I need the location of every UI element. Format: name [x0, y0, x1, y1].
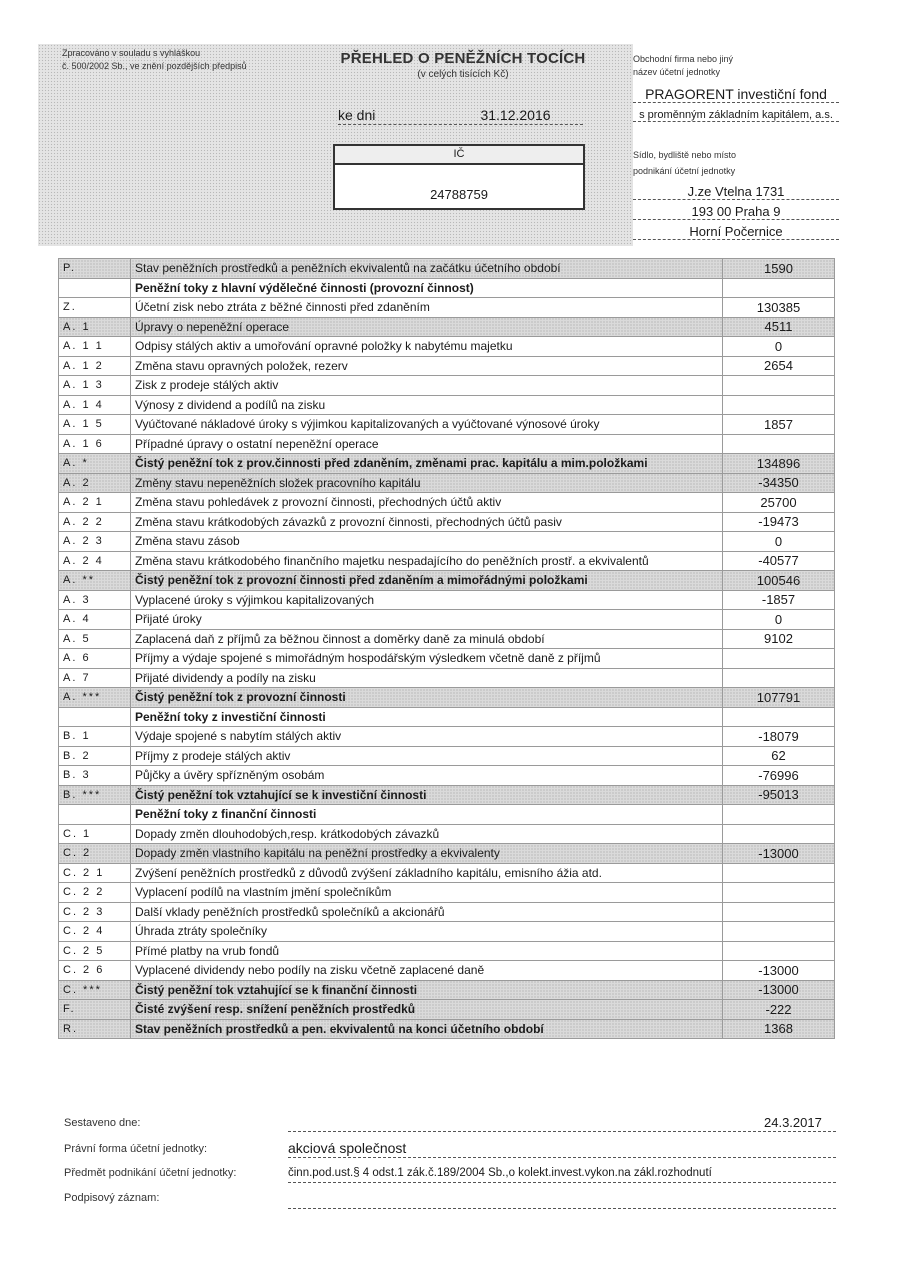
- row-value: -76996: [723, 766, 835, 786]
- table-row: [59, 688, 835, 708]
- row-value: -1857: [723, 590, 835, 610]
- row-code: C. ***: [59, 980, 131, 1000]
- row-value: 25700: [723, 493, 835, 513]
- row-code: A. 2 3: [59, 532, 131, 552]
- row-description: Zisk z prodeje stálých aktiv: [131, 376, 723, 396]
- row-description: Zvýšení peněžních prostředků z důvodů zvýšení základního kapitálu, emisního ážia atd.: [131, 863, 723, 883]
- row-value: 4511: [723, 317, 835, 337]
- row-description: Čisté zvýšení resp. snížení peněžních prostředků: [131, 1000, 723, 1020]
- row-code: A. 2 1: [59, 493, 131, 513]
- row-description: Peněžní toky z investiční činnosti: [131, 707, 723, 727]
- seat-label-line1: Sídlo, bydliště nebo místo: [633, 150, 737, 160]
- firm-name-line1: PRAGORENT investiční fond: [633, 86, 839, 103]
- row-description: Změna stavu krátkodobých závazků z provozní činnosti, přechodných účtů pasiv: [131, 512, 723, 532]
- regulation-note-line1: Zpracováno v souladu s vyhláškou: [62, 48, 201, 58]
- legal-form-value: akciová společnost: [288, 1140, 407, 1156]
- table-row: [59, 766, 835, 786]
- row-description: Změny stavu nepeněžních složek pracovního kapitálu: [131, 473, 723, 493]
- row-value: [723, 902, 835, 922]
- business-label: Předmět podnikání účetní jednotky:: [64, 1167, 237, 1179]
- row-code: Z.: [59, 298, 131, 318]
- row-code: A. *: [59, 454, 131, 474]
- ic-value: 24788759: [430, 187, 488, 202]
- row-value: -40577: [723, 551, 835, 571]
- table-row: [59, 980, 835, 1000]
- row-code: A. 1 3: [59, 376, 131, 396]
- row-value: 1368: [723, 1019, 835, 1039]
- ic-label: IČ: [335, 146, 583, 165]
- row-value: [723, 824, 835, 844]
- row-value: 0: [723, 610, 835, 630]
- row-description: Peněžní toky z hlavní výdělečné činnosti (provozní činnost): [131, 278, 723, 298]
- report-title: PŘEHLED O PENĚŽNÍCH TOCÍCH: [340, 50, 586, 67]
- table-row: [59, 493, 835, 513]
- row-value: 1857: [723, 415, 835, 435]
- table-row: [59, 434, 835, 454]
- cash-flow-table: [58, 258, 835, 1039]
- row-code: A. 2 4: [59, 551, 131, 571]
- table-row: [59, 571, 835, 591]
- ic-box: [333, 144, 585, 210]
- row-description: Stav peněžních prostředků a pen. ekvivalentů na konci účetního období: [131, 1019, 723, 1039]
- table-row: [59, 785, 835, 805]
- table-row: [59, 356, 835, 376]
- row-code: C. 1: [59, 824, 131, 844]
- row-value: [723, 941, 835, 961]
- row-code: A. 7: [59, 668, 131, 688]
- address-line2: 193 00 Praha 9: [633, 204, 839, 220]
- cash-flow-table-body: [59, 259, 835, 1039]
- row-code: A. 5: [59, 629, 131, 649]
- row-value: 0: [723, 337, 835, 357]
- row-value: 9102: [723, 629, 835, 649]
- table-row: [59, 395, 835, 415]
- row-description: Změna stavu krátkodobého finančního majetku nespadajícího do peněžních prostř. a ekvivalentů: [131, 551, 723, 571]
- row-description: Čistý peněžní tok z provozní činnosti před zdaněním a mimořádnými položkami: [131, 571, 723, 591]
- firm-name-line2: s proměnným základním kapitálem, a.s.: [633, 109, 839, 122]
- row-value: [723, 922, 835, 942]
- table-row: [59, 551, 835, 571]
- row-value: [723, 434, 835, 454]
- row-code: A. 6: [59, 649, 131, 669]
- row-value: [723, 395, 835, 415]
- signature-underline: [288, 1208, 836, 1209]
- table-row: [59, 1019, 835, 1039]
- row-value: [723, 805, 835, 825]
- table-row: [59, 883, 835, 903]
- table-row: [59, 941, 835, 961]
- row-code: C. 2: [59, 844, 131, 864]
- row-value: -13000: [723, 980, 835, 1000]
- row-description: Zaplacená daň z příjmů za běžnou činnost a doměrky daně za minulá období: [131, 629, 723, 649]
- table-row: [59, 707, 835, 727]
- row-code: B. 1: [59, 727, 131, 747]
- row-description: Další vklady peněžních prostředků společníků a akcionářů: [131, 902, 723, 922]
- row-description: Peněžní toky z finanční činnosti: [131, 805, 723, 825]
- row-value: -19473: [723, 512, 835, 532]
- row-code: [59, 805, 131, 825]
- table-row: [59, 902, 835, 922]
- seat-label-line2: podnikání účetní jednotky: [633, 166, 736, 176]
- row-value: -13000: [723, 961, 835, 981]
- date-label: ke dni: [338, 107, 376, 123]
- row-description: Účetní zisk nebo ztráta z běžné činnosti před zdaněním: [131, 298, 723, 318]
- prepared-value: 24.3.2017: [764, 1115, 822, 1130]
- row-code: A. 1 5: [59, 415, 131, 435]
- row-code: A. 1: [59, 317, 131, 337]
- row-code: A. 2: [59, 473, 131, 493]
- row-description: Dopady změn dlouhodobých,resp. krátkodobých závazků: [131, 824, 723, 844]
- row-code: A. 1 1: [59, 337, 131, 357]
- signature-label: Podpisový záznam:: [64, 1192, 160, 1204]
- table-row: [59, 863, 835, 883]
- row-description: Výnosy z dividend a podílů na zisku: [131, 395, 723, 415]
- table-row: [59, 278, 835, 298]
- regulation-note-line2: č. 500/2002 Sb., ve znění pozdějších předpisů: [62, 61, 247, 71]
- row-description: Čistý peněžní tok z prov.činnosti před zdaněním, změnami prac. kapitálu a mim.položkami: [131, 454, 723, 474]
- row-description: Dopady změn vlastního kapitálu na peněžní prostředky a ekvivalenty: [131, 844, 723, 864]
- row-description: Příjmy z prodeje stálých aktiv: [131, 746, 723, 766]
- legal-form-label: Právní forma účetní jednotky:: [64, 1143, 208, 1155]
- row-code: C. 2 2: [59, 883, 131, 903]
- row-code: B. ***: [59, 785, 131, 805]
- row-code: B. 2: [59, 746, 131, 766]
- row-code: C. 2 3: [59, 902, 131, 922]
- table-row: [59, 1000, 835, 1020]
- table-row: [59, 824, 835, 844]
- row-code: B. 3: [59, 766, 131, 786]
- business-value: činn.pod.ust.§ 4 odst.1 zák.č.189/2004 Sb.,o kolekt.invest.vykon.na zákl.rozhodnutí: [288, 1167, 712, 1179]
- row-description: Změna stavu opravných položek, rezerv: [131, 356, 723, 376]
- table-row: [59, 259, 835, 279]
- row-description: Přijaté úroky: [131, 610, 723, 630]
- row-value: [723, 649, 835, 669]
- row-code: A. 2 2: [59, 512, 131, 532]
- row-value: [723, 278, 835, 298]
- row-value: 1590: [723, 259, 835, 279]
- row-description: Přímé platby na vrub fondů: [131, 941, 723, 961]
- table-row: [59, 649, 835, 669]
- row-description: Půjčky a úvěry spřízněným osobám: [131, 766, 723, 786]
- prepared-underline: [288, 1131, 836, 1132]
- row-value: [723, 376, 835, 396]
- row-code: C. 2 4: [59, 922, 131, 942]
- row-code: R.: [59, 1019, 131, 1039]
- row-code: A. 4: [59, 610, 131, 630]
- row-description: Stav peněžních prostředků a peněžních ekvivalentů na začátku účetního období: [131, 259, 723, 279]
- table-row: [59, 376, 835, 396]
- row-description: Výdaje spojené s nabytím stálých aktiv: [131, 727, 723, 747]
- row-description: Čistý peněžní tok z provozní činnosti: [131, 688, 723, 708]
- date-value: 31.12.2016: [480, 107, 551, 123]
- address-line1: J.ze Vtelna 1731: [633, 184, 839, 200]
- row-value: -95013: [723, 785, 835, 805]
- row-code: P.: [59, 259, 131, 279]
- date-underline: [338, 124, 583, 125]
- business-underline: [288, 1182, 836, 1183]
- table-row: [59, 668, 835, 688]
- table-row: [59, 454, 835, 474]
- row-value: -222: [723, 1000, 835, 1020]
- row-value: 2654: [723, 356, 835, 376]
- row-description: Vyplacení podílů na vlastním jmění společníkům: [131, 883, 723, 903]
- row-code: A. **: [59, 571, 131, 591]
- row-description: Odpisy stálých aktiv a umořování opravné položky k nabytému majetku: [131, 337, 723, 357]
- row-value: -13000: [723, 844, 835, 864]
- row-value: 62: [723, 746, 835, 766]
- table-row: [59, 805, 835, 825]
- row-description: Úhrada ztráty společníky: [131, 922, 723, 942]
- row-code: [59, 278, 131, 298]
- report-header: [38, 44, 633, 246]
- row-code: C. 2 1: [59, 863, 131, 883]
- table-row: [59, 415, 835, 435]
- firm-name-label-line1: Obchodní firma nebo jiný: [633, 54, 734, 64]
- row-description: Čistý peněžní tok vztahující se k finanční činnosti: [131, 980, 723, 1000]
- row-description: Přijaté dividendy a podíly na zisku: [131, 668, 723, 688]
- table-row: [59, 629, 835, 649]
- row-value: [723, 707, 835, 727]
- row-value: [723, 883, 835, 903]
- row-code: A. ***: [59, 688, 131, 708]
- row-description: Úpravy o nepeněžní operace: [131, 317, 723, 337]
- row-value: [723, 668, 835, 688]
- table-row: [59, 337, 835, 357]
- row-code: A. 1 4: [59, 395, 131, 415]
- row-code: C. 2 6: [59, 961, 131, 981]
- table-row: [59, 746, 835, 766]
- table-row: [59, 298, 835, 318]
- address-line3: Horní Počernice: [633, 224, 839, 240]
- row-value: 0: [723, 532, 835, 552]
- table-row: [59, 961, 835, 981]
- table-row: [59, 473, 835, 493]
- row-description: Vyúčtované nákladové úroky s výjimkou kapitalizovaných a vyúčtované výnosové úroky: [131, 415, 723, 435]
- row-value: 134896: [723, 454, 835, 474]
- row-code: A. 1 2: [59, 356, 131, 376]
- row-value: [723, 863, 835, 883]
- row-value: 107791: [723, 688, 835, 708]
- prepared-label: Sestaveno dne:: [64, 1117, 141, 1129]
- table-row: [59, 610, 835, 630]
- firm-name-label-line2: název účetní jednotky: [633, 67, 721, 77]
- row-code: F.: [59, 1000, 131, 1020]
- row-description: Změna stavu pohledávek z provozní činnosti, přechodných účtů aktiv: [131, 493, 723, 513]
- row-value: -18079: [723, 727, 835, 747]
- row-value: -34350: [723, 473, 835, 493]
- row-code: A. 3: [59, 590, 131, 610]
- row-description: Čistý peněžní tok vztahující se k investiční činnosti: [131, 785, 723, 805]
- table-row: [59, 590, 835, 610]
- row-value: 100546: [723, 571, 835, 591]
- row-description: Změna stavu zásob: [131, 532, 723, 552]
- table-row: [59, 727, 835, 747]
- row-description: Vyplacené dividendy nebo podíly na zisku včetně zaplacené daně: [131, 961, 723, 981]
- table-row: [59, 317, 835, 337]
- report-subtitle: (v celých tisících Kč): [417, 69, 509, 80]
- table-row: [59, 512, 835, 532]
- row-code: A. 1 6: [59, 434, 131, 454]
- table-row: [59, 844, 835, 864]
- table-row: [59, 922, 835, 942]
- row-code: C. 2 5: [59, 941, 131, 961]
- row-description: Případné úpravy o ostatní nepeněžní operace: [131, 434, 723, 454]
- row-code: [59, 707, 131, 727]
- row-description: Příjmy a výdaje spojené s mimořádným hospodářským výsledkem včetně daně z příjmů: [131, 649, 723, 669]
- row-value: 130385: [723, 298, 835, 318]
- table-row: [59, 532, 835, 552]
- row-description: Vyplacené úroky s výjimkou kapitalizovaných: [131, 590, 723, 610]
- legal-form-underline: [288, 1157, 836, 1158]
